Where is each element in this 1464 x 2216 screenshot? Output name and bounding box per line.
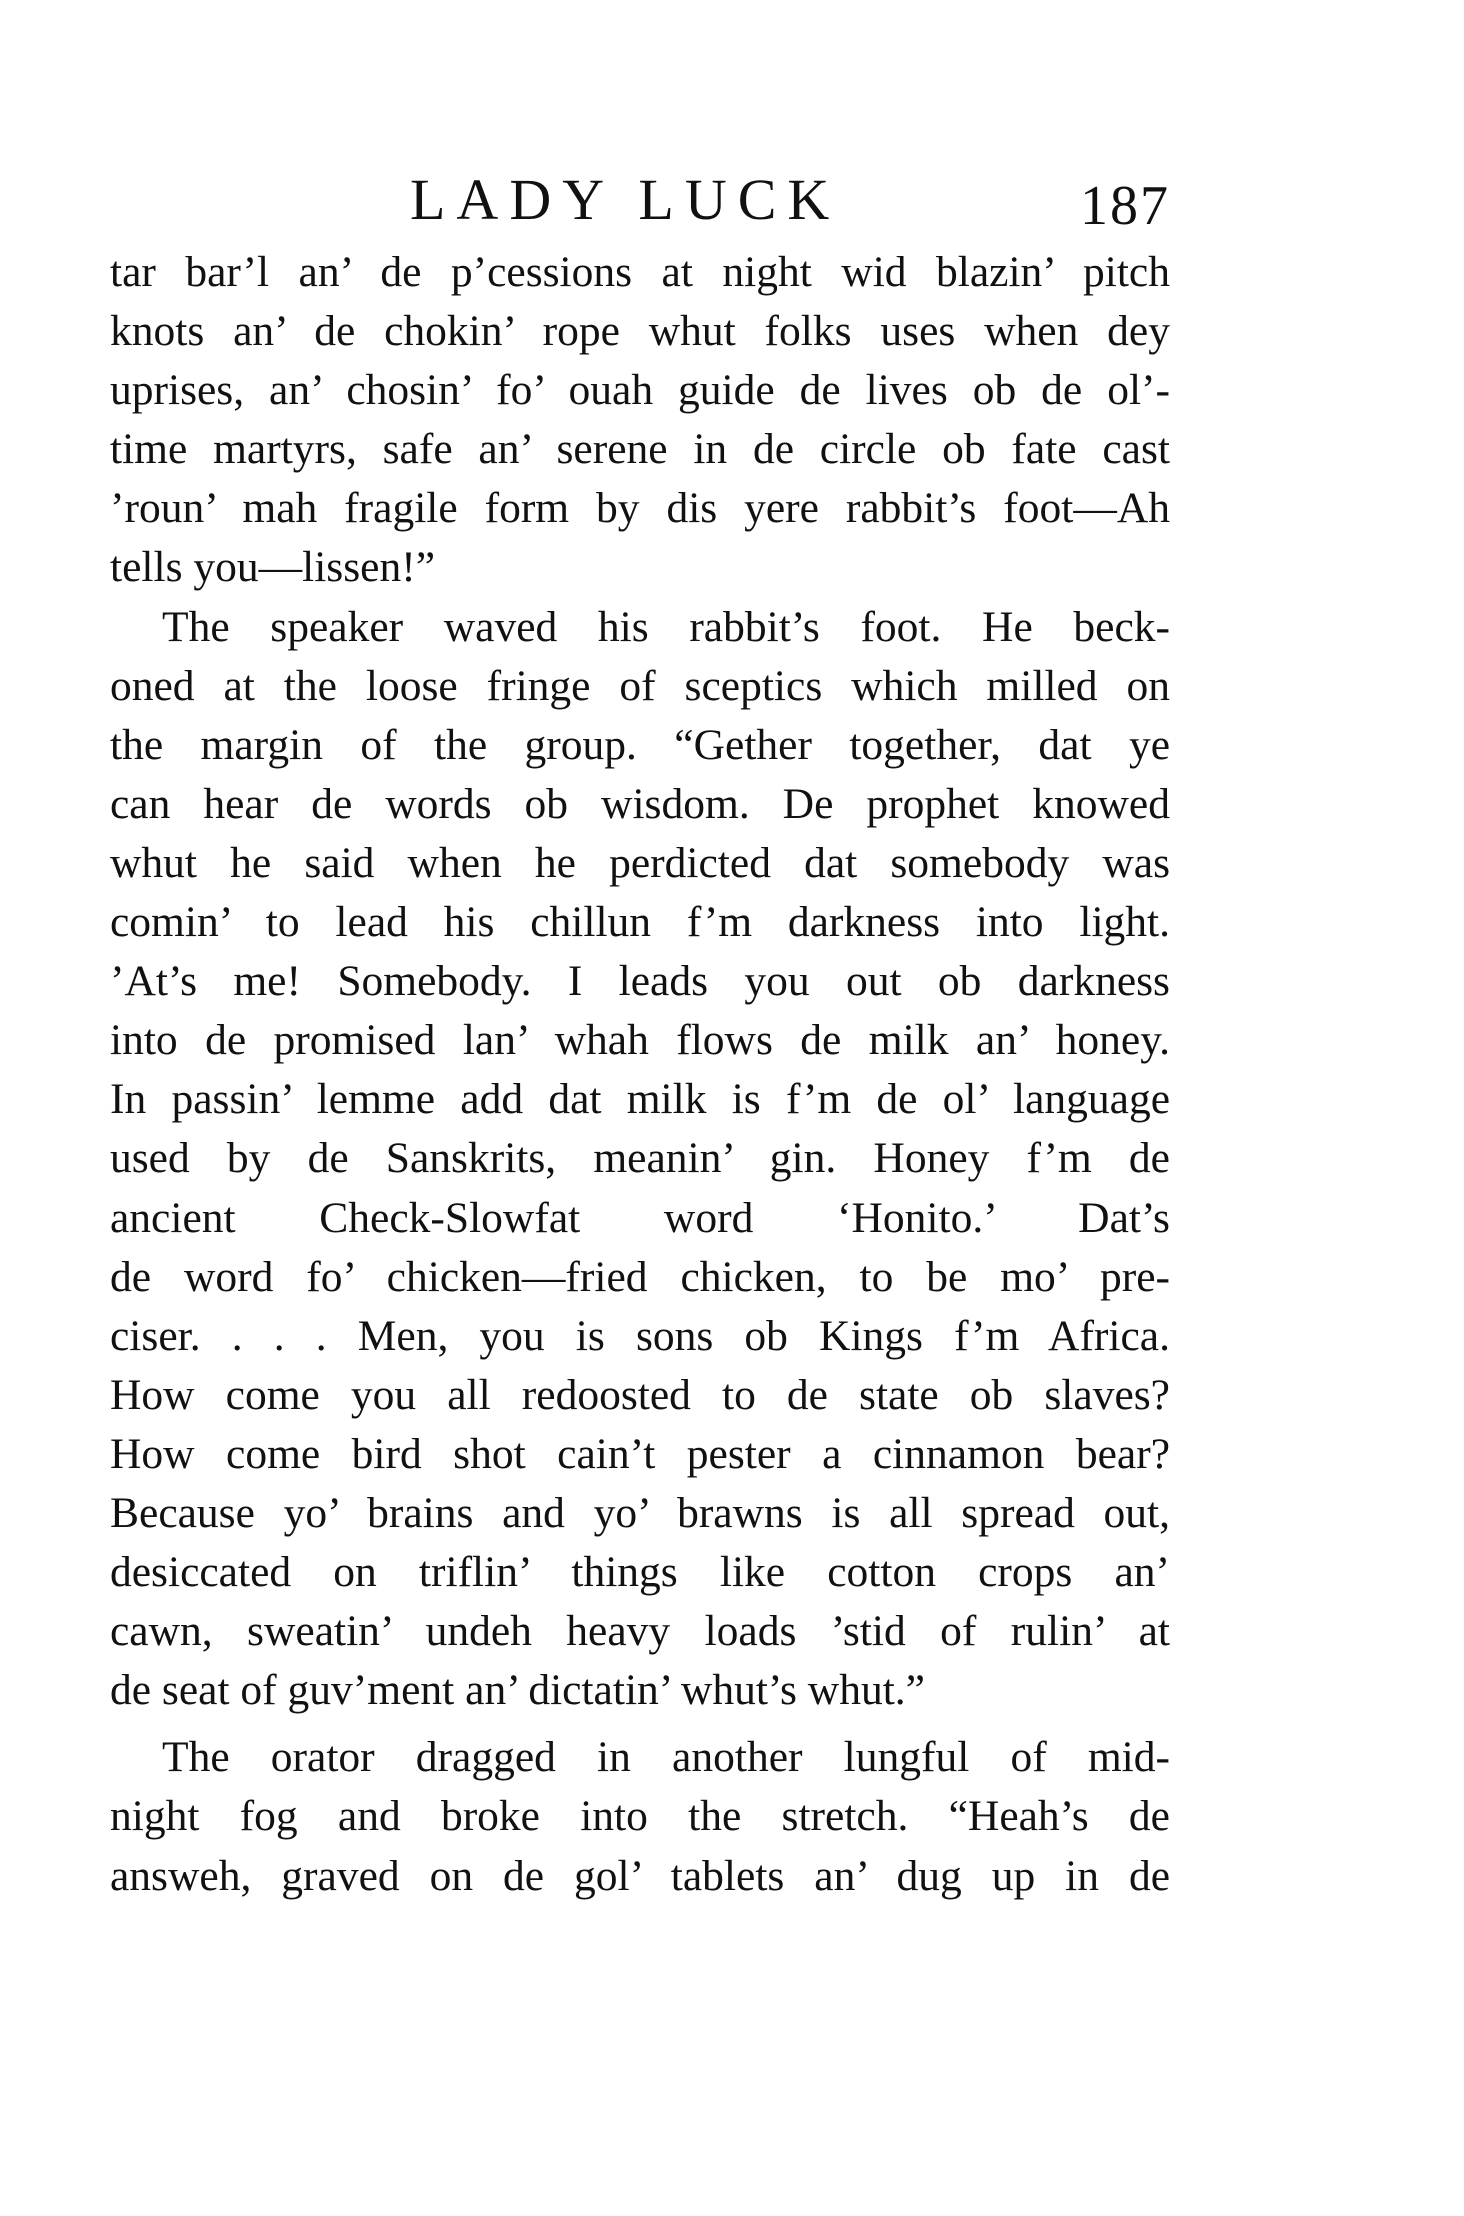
text-line: uprises, an’ chosin’ fo’ ouah guide de lives ob de ol’-: [110, 366, 1170, 415]
page-number: 187: [1080, 175, 1170, 237]
text-line: desiccated on triflin’ things like cotton crops an’: [110, 1548, 1170, 1597]
text-line: used by de Sanskrits, meanin’ gin. Honey f’m de: [110, 1134, 1170, 1183]
body-text: [110, 243, 1170, 1906]
text-line: whut he said when he perdicted dat somebody was: [110, 838, 1170, 887]
text-line: How come bird shot cain’t pester a cinnamon bear?: [110, 1429, 1170, 1478]
text-line: ciser. . . . Men, you is sons ob Kings f’m Africa.: [110, 1311, 1170, 1360]
paragraph: [110, 598, 1170, 1721]
text-line: de word fo’ chicken—fried chicken, to be mo’ pre-: [110, 1252, 1170, 1301]
text-line: Because yo’ brains and yo’ brawns is all spread out,: [110, 1488, 1170, 1537]
text-line: ancient Check-Slowfat word ‘Honito.’ Dat’s: [110, 1193, 1170, 1242]
text-line: The speaker waved his rabbit’s foot. He beck-: [162, 602, 1170, 651]
text-line: answeh, graved on de gol’ tablets an’ dug up in de: [110, 1851, 1170, 1900]
text-line: In passin’ lemme add dat milk is f’m de ol’ language: [110, 1075, 1170, 1124]
text-line: time martyrs, safe an’ serene in de circle ob fate cast: [110, 425, 1170, 474]
text-line: can hear de words ob wisdom. De prophet knowed: [110, 779, 1170, 828]
paragraph: [110, 1728, 1170, 1905]
text-line: into de promised lan’ whah flows de milk an’ honey.: [110, 1016, 1170, 1065]
text-line: ’roun’ mah fragile form by dis yere rabbit’s foot—Ah: [110, 484, 1170, 533]
text-line: knots an’ de chokin’ rope whut folks uses when dey: [110, 307, 1170, 356]
running-head: [110, 160, 1170, 240]
text-line: de seat of guv’ment an’ dictatin’ whut’s whut.”: [110, 1666, 925, 1715]
text-line: How come you all redoosted to de state ob slaves?: [110, 1370, 1170, 1419]
text-line: comin’ to lead his chillun f’m darkness into light.: [110, 898, 1170, 947]
text-line: The orator dragged in another lungful of mid-: [162, 1733, 1170, 1782]
text-line: cawn, sweatin’ undeh heavy loads ’stid of rulin’ at: [110, 1607, 1170, 1656]
text-line: tar bar’l an’ de p’cessions at night wid blazin’ pitch: [110, 248, 1170, 296]
text-line: oned at the loose fringe of sceptics which milled on: [110, 661, 1170, 710]
paragraph: [110, 243, 1170, 598]
text-line: ’At’s me! Somebody. I leads you out ob darkness: [110, 957, 1170, 1006]
text-line: the margin of the group. “Gether together, dat ye: [110, 720, 1170, 769]
text-line: tells you—lissen!”: [110, 543, 435, 592]
text-line: night fog and broke into the stretch. “Heah’s de: [110, 1792, 1170, 1841]
running-title: LADY LUCK: [410, 167, 841, 232]
